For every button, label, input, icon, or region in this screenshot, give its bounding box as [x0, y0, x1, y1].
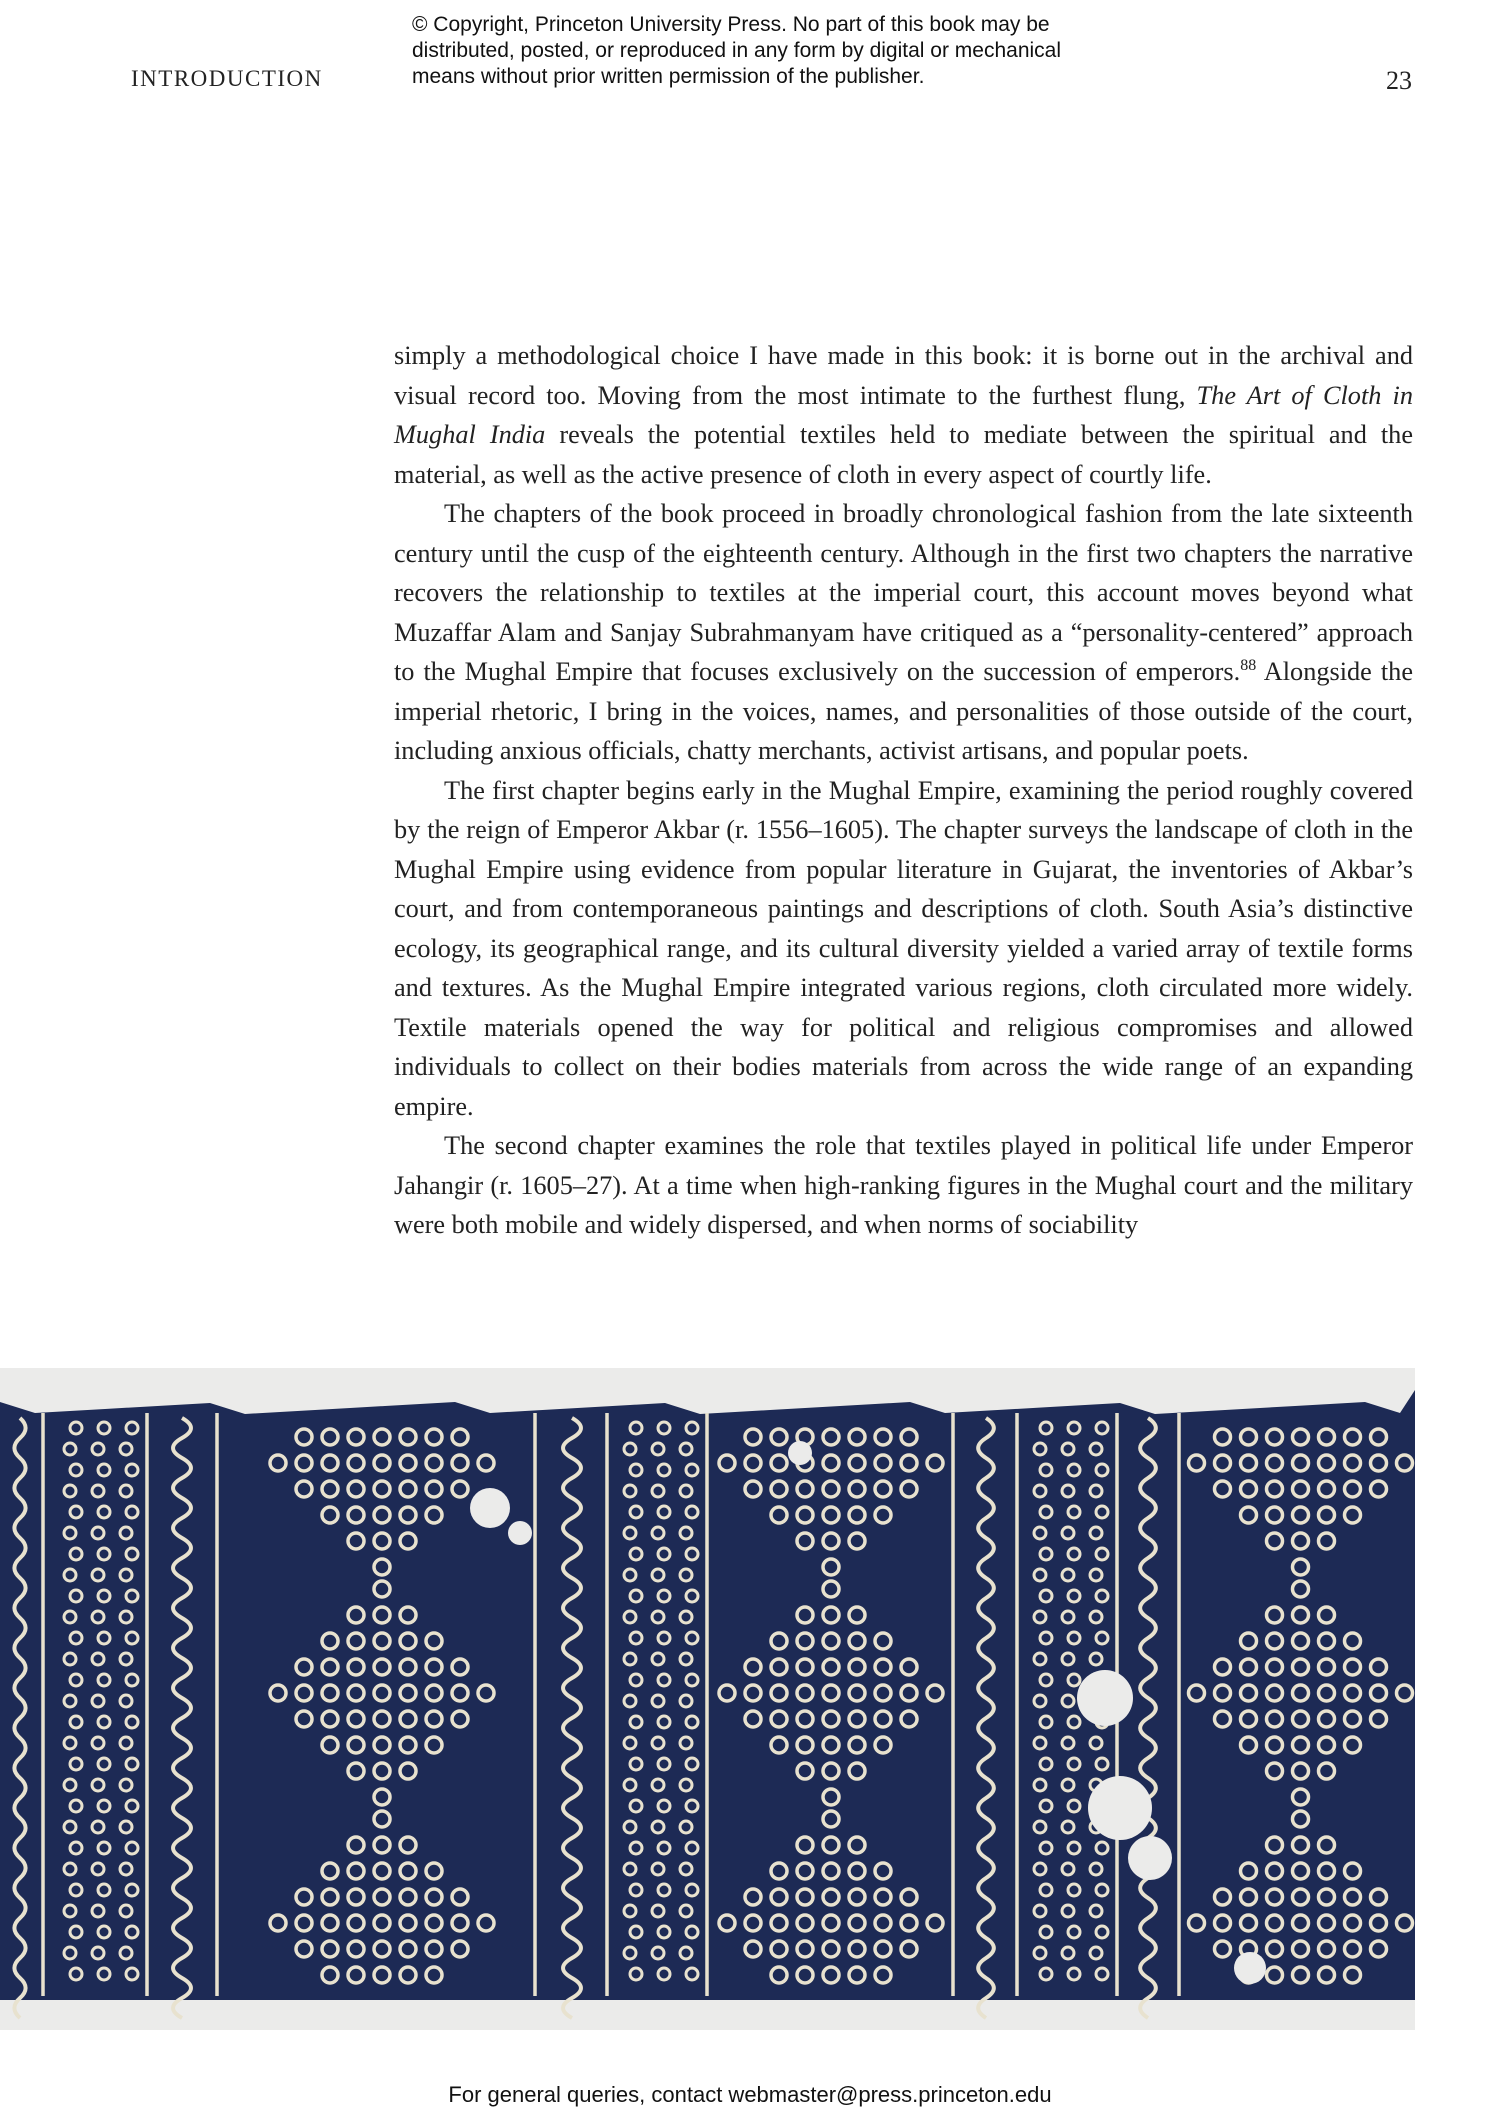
- copyright-line: distributed, posted, or reproduced in any form by digital or mechanical: [412, 39, 1062, 62]
- copyright-notice: [412, 12, 1132, 90]
- textile-fragment-figure: [0, 1368, 1415, 2030]
- book-title: The Art of Cloth in Mughal India: [394, 380, 1413, 449]
- paragraph: The first chapter begins early in the Mughal Empire, examining the period roughly covered by the reign of Emperor Akbar (r. 1556–1605). The chapter surveys the landscape of cloth in the Mughal Empire using evidence from popular literature in Gujarat, the inventories of Akbar’s court, and from contemporaneous paintings and descriptions of cloth. South Asia’s distinctive ecology, its geographical range, and its cultural diversity yielded a varied array of textile forms and textures. As the Mughal Empire integrated various regions, cloth circulated more widely. Textile materials opened the way for political and religious compromises and allowed individuals to collect on their bodies materials from across the wide range of an expanding empire.: [394, 775, 1413, 1121]
- paragraph: The chapters of the book proceed in broadly chronological fashion from the late sixteenth century until the cusp of the eighteenth century. Although in the first two chapters the narrative recovers the relationship to textiles at the imperial court, this account moves beyond what Muzaffar Alam and Sanjay Subrahmanyam have critiqued as a “personality-centered” approach to the Mughal Empire that focuses exclusively on the succession of emperors.$^{88}$ Alongside the imperial rhetoric, I bring in the voices, names, and personalities of those outside of the court, including anxious officials, chatty merchants, activist artisans, and popular poets.: [394, 499, 1413, 765]
- copyright-line: means without prior written permission of the publisher.: [412, 65, 925, 88]
- running-head: INTRODUCTION: [131, 66, 323, 91]
- paragraph: simply a methodological choice I have made in this book: it is borne out in the archival and visual record too. Moving from the most intimate to the furthest flung, The Art of Cloth in Mughal India reveals the potential textiles held to mediate between the spiritual and the material, as well as the active presence of cloth in every aspect of courtly life.: [394, 341, 1413, 489]
- textile-image: [0, 1368, 1415, 2030]
- page-number: 23: [1386, 66, 1412, 95]
- body-text: [394, 336, 1413, 1245]
- paragraph: The second chapter examines the role that textiles played in political life under Emperor Jahangir (r. 1605–27). At a time when high-ranking figures in the Mughal court and the military were both mobile and widely dispersed, and when norms of sociability: [394, 1131, 1413, 1239]
- copyright-line: © Copyright, Princeton University Press. No part of this book may be: [412, 13, 1050, 36]
- contact-footer: For general queries, contact webmaster@press.princeton.edu: [448, 2082, 1052, 2107]
- footnote-marker[interactable]: 88: [1240, 657, 1257, 675]
